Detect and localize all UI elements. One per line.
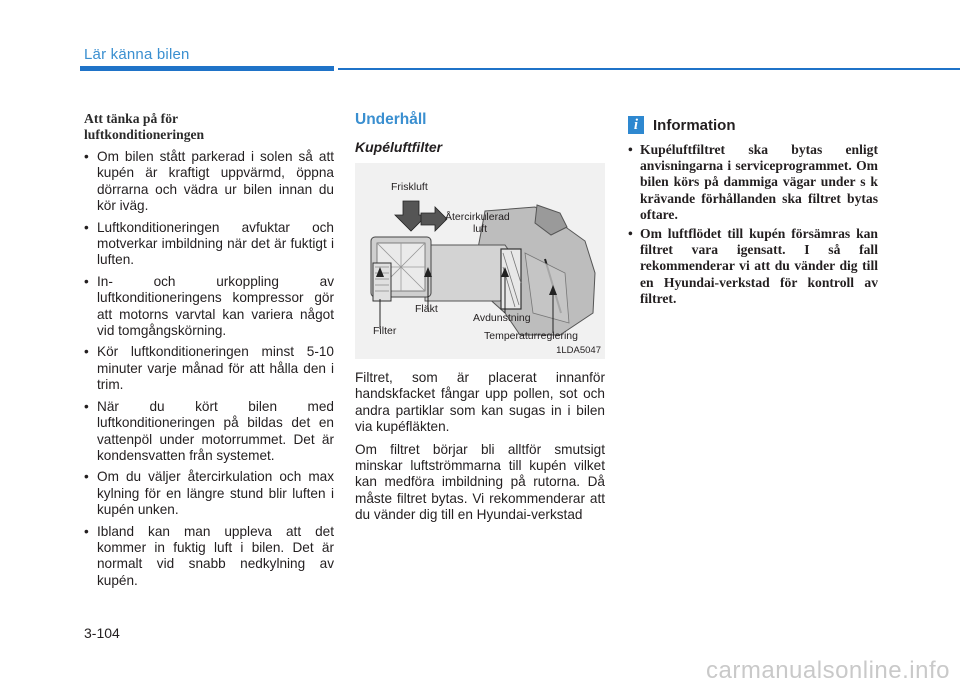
list-item: • Kör luftkonditioneringen minst 5-10 minuter varje månad för att hålla den i trim.	[84, 344, 334, 393]
subsection-title: Kupéluftfilter	[355, 139, 443, 155]
figure-code: 1LDA5047	[556, 345, 601, 356]
list-item: • Kupéluftfiltret ska bytas enligt anvisningarna i serviceprogrammet. Om bilen körs på dammiga vägar under s k krävande förhållanden ska filtret bytas oftare.	[628, 142, 878, 223]
chapter-title: Lär känna bilen	[84, 46, 190, 63]
list-item: • In- och urkoppling av luftkonditioneringens kompressor gör att motorns varvtal kan variera något vid tomgångskörning.	[84, 274, 334, 340]
section-title: Underhåll	[355, 111, 427, 128]
header-rule-thick	[80, 66, 334, 71]
list-item: • Luftkonditioneringen avfuktar och motverkar imbildning när det är fuktigt i luften.	[84, 220, 334, 269]
information-header	[628, 116, 878, 134]
ac-tips-heading: Att tänka på för luftkonditioneringen	[84, 111, 205, 142]
label-recirculated-air-1: Återcirkulerad	[445, 211, 510, 223]
label-blower: Fläkt	[415, 303, 438, 315]
label-recirculated-air-2: luft	[473, 223, 488, 235]
left-column	[84, 111, 334, 594]
label-filter: Filter	[373, 325, 397, 337]
filter-paragraph-2: Om filtret börjar bli alltför smutsigt minskar luftströmmarna till kupén vilket kan medföra imbildning på rutorna. Då måste filtret bytas. Vi rekommenderar att du vänder dig till en Hyundai-verkstad	[355, 441, 605, 523]
page-number: 3-104	[84, 625, 120, 641]
right-column	[628, 116, 878, 310]
list-item: • Om luftflödet till kupén försämras kan filtret vara igensatt. I så fall rekommenderar vi att du vänder dig till en Hyundai-verkstad för kontroll av filtret.	[628, 226, 878, 307]
middle-column	[355, 111, 605, 530]
ac-tips-list	[84, 149, 334, 589]
label-temperature-control: Temperaturreglering	[484, 330, 578, 342]
information-icon: i	[628, 116, 644, 134]
list-item: • Om du väljer återcirkulation och max kylning för en längre stund blir luften i kupén unken.	[84, 469, 334, 518]
information-list	[628, 142, 878, 307]
label-fresh-air: Friskluft	[391, 181, 428, 193]
list-item: • När du kört bilen med luftkonditioneringen på bildas det en vattenpöl under motorrummet. Det är kondensvatten från systemet.	[84, 399, 334, 465]
list-item: • Om bilen stått parkerad i solen så att kupén är kraftigt uppvärmd, öppna dörrarna och vädra ur bilen innan du kör iväg.	[84, 149, 334, 215]
cabin-filter-diagram	[355, 163, 605, 359]
label-evaporator: Avdunstning	[473, 312, 531, 324]
header-rule-thin	[338, 68, 960, 70]
information-title: Information	[653, 116, 736, 134]
list-item: • Ibland kan man uppleva att det kommer in fuktig luft i bilen. Det är normalt vid snabb nedkylning av kupén.	[84, 524, 334, 590]
filter-paragraph-1: Filtret, som är placerat innanför handskfacket fångar upp pollen, sot och andra partiklar som kan sugas in i bilen via kupéfläkten.	[355, 370, 605, 435]
watermark: carmanualsonline.info	[706, 657, 950, 684]
